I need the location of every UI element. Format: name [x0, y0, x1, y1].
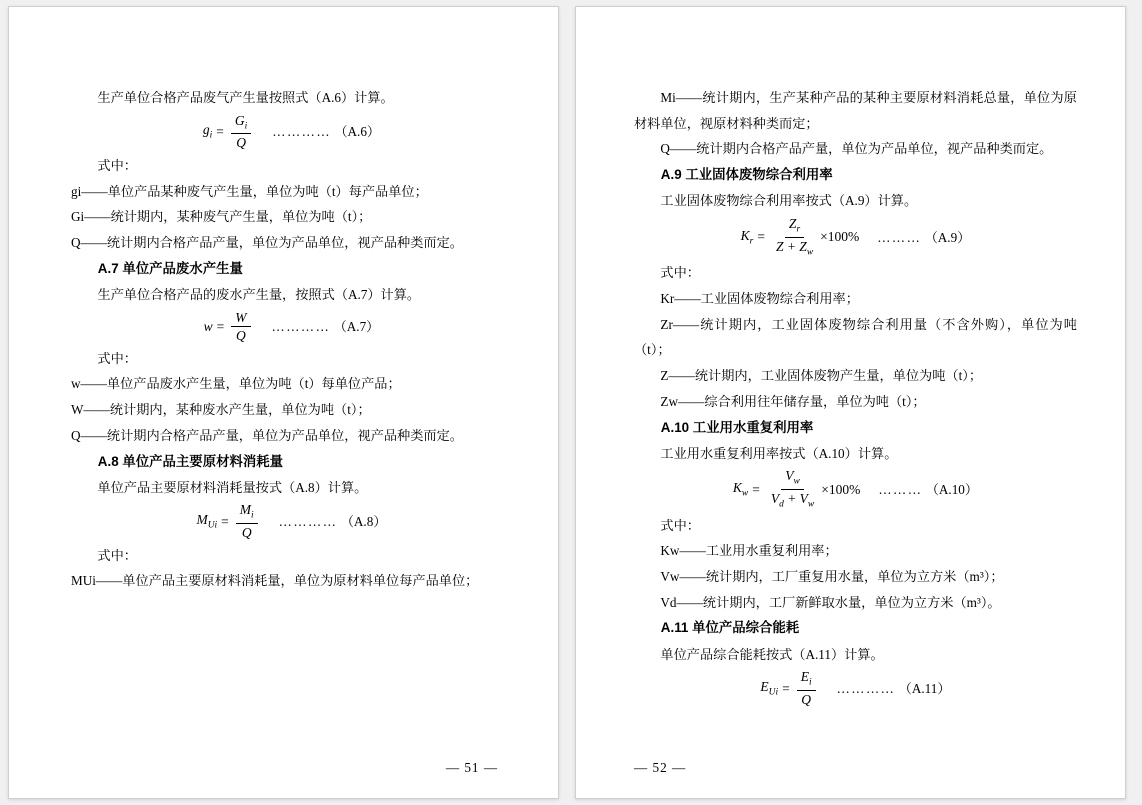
- eq-number: （A.11）: [898, 680, 951, 696]
- section-heading-a11: A.11 单位产品综合能耗: [660, 620, 800, 636]
- paragraph: Kw——工业用水重复利用率；: [660, 543, 838, 559]
- page-number-right: — 52 —: [634, 760, 687, 775]
- eq-number: （A.9）: [924, 229, 971, 245]
- formula-a7: w = $\frac{W}{Q}$ ………… （A.7）: [203, 309, 380, 344]
- paragraph: 式中：: [660, 517, 700, 533]
- formula-a11: $E_{Ui}$ = $\frac{E_i}{Q}$ ………… （A.11）: [760, 669, 951, 707]
- eq-number: （A.6）: [334, 124, 381, 140]
- paragraph: W——统计期内，某种废水产生量，单位为吨（t）；: [71, 402, 371, 418]
- paragraph: Q——统计期内合格产品产量，单位为产品单位，视产品种类而定。: [71, 427, 463, 443]
- paragraph: Kr——工业固体废物综合利用率；: [660, 290, 859, 306]
- paragraph: 式中：: [97, 547, 137, 563]
- section-heading-a8: A.8 单位产品主要原材料消耗量: [97, 453, 284, 469]
- paragraph: 式中：: [97, 157, 137, 173]
- section-heading-a9: A.9 工业固体废物综合利用率: [660, 167, 833, 183]
- paragraph: w——单位产品废水产生量，单位为吨（t）每单位产品；: [71, 376, 401, 392]
- page-left: [8, 6, 559, 799]
- paragraph: 单位产品综合能耗按式（A.11）计算。: [660, 646, 884, 662]
- paragraph: Zr——统计期内，工业固体废物综合利用量（不含外购），单位为吨（t）；: [634, 316, 1077, 358]
- paragraph: 单位产品主要原材料消耗量按式（A.8）计算。: [97, 479, 368, 495]
- section-heading-a10: A.10 工业用水重复利用率: [660, 419, 814, 435]
- formula-a6: $g_i$ = $\frac{G_i}{Q}$ ………… （A.6）: [202, 112, 381, 151]
- paragraph: Vw——统计期内，工厂重复用水量，单位为立方米（m³）；: [660, 569, 1004, 585]
- paragraph: Vd——统计期内，工厂新鲜取水量，单位为立方米（m³）。: [660, 594, 1001, 610]
- formula-a8: $M_{Ui}$ = $\frac{M_i}{Q}$ ………… （A.8）: [196, 502, 387, 540]
- paragraph: 生产单位合格产品的废水产生量，按照式（A.7）计算。: [97, 286, 421, 302]
- paragraph: 工业用水重复利用率按式（A.10）计算。: [660, 445, 898, 461]
- paragraph: 式中：: [660, 265, 700, 281]
- eq-number: （A.8）: [340, 513, 387, 529]
- paragraph: Zw——综合利用往年储存量，单位为吨（t）；: [660, 393, 926, 409]
- paragraph: MUi——单位产品主要原材料消耗量，单位为原材料单位每产品单位；: [71, 573, 479, 589]
- paragraph: 生产单位合格产品废气产生量按照式（A.6）计算。: [97, 90, 394, 105]
- paragraph: Q——统计期内合格产品产量，单位为产品单位，视产品种类而定。: [71, 235, 463, 250]
- paragraph: Q——统计期内合格产品产量，单位为产品单位，视产品种类而定。: [660, 141, 1053, 157]
- page-right-body: [634, 85, 1077, 742]
- section-heading-a7: A.7 单位产品废水产生量: [97, 260, 243, 276]
- eq-number: （A.10）: [925, 481, 979, 497]
- formula-a10: $K_w$ = $\frac{V_w}{V_d + V_w}$ ×100% ……… （A.10）: [732, 468, 979, 510]
- page-right: [575, 6, 1126, 799]
- paragraph: gi——单位产品某种废气产生量，单位为吨（t）每产品单位；: [71, 183, 428, 199]
- paragraph: 式中：: [97, 350, 137, 366]
- paragraph: Gi——统计期内，某种废气产生量，单位为吨（t）；: [71, 209, 372, 225]
- formula-a9: $K_r$ = $\frac{Z_r}{Z + Z_w}$ ×100% ……… （A.9）: [740, 216, 971, 258]
- eq-number: （A.7）: [333, 319, 380, 335]
- page-left-body: [71, 85, 512, 742]
- paragraph: Z——统计期内，工业固体废物产生量，单位为吨（t）；: [660, 368, 983, 384]
- page-number-left: — 51 —: [445, 760, 498, 775]
- paragraph: Mi——统计期内，生产某种产品的某种主要原材料消耗总量，单位为原材料单位，视原材料种类而定；: [634, 90, 1077, 131]
- paragraph: 工业固体废物综合利用率按式（A.9）计算。: [660, 193, 918, 209]
